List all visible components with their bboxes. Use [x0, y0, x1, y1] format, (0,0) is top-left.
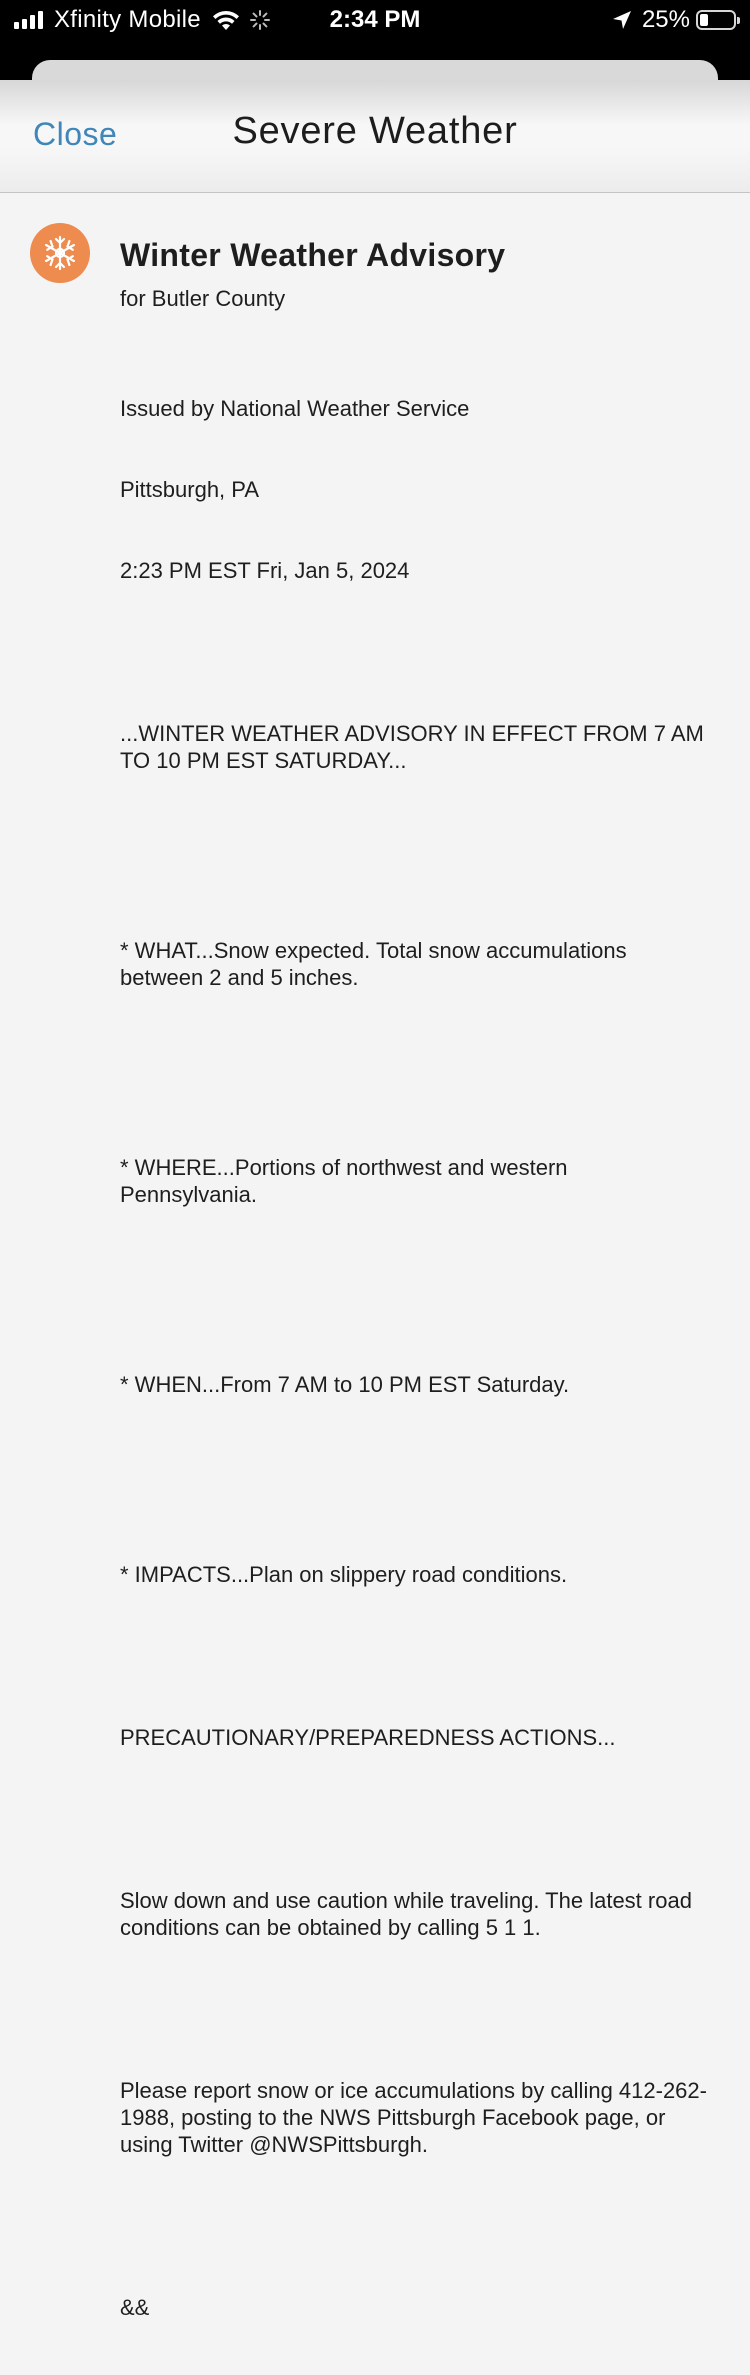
- action-caution: Slow down and use caution while traveling. The latest road conditions can be obtained by calling 5 1 1.: [120, 1888, 699, 1940]
- alert-icon-badge: [30, 223, 90, 283]
- location-arrow-icon: [612, 10, 632, 30]
- snowflake-icon: [40, 233, 80, 273]
- alert-body: [120, 341, 710, 2375]
- alert-impacts: * IMPACTS...Plan on slippery road conditions.: [120, 1562, 568, 1587]
- modal-sheet: [0, 80, 750, 2375]
- alert-content: [120, 233, 710, 2375]
- battery-icon: [696, 10, 736, 30]
- status-time: 2:34 PM: [329, 6, 421, 33]
- issued-by: Issued by National Weather Service: [120, 396, 470, 421]
- navigation-bar: [0, 80, 750, 193]
- close-button[interactable]: Close: [33, 116, 118, 152]
- carrier-name: Xfinity Mobile: [54, 6, 201, 33]
- issued-time: 2:23 PM EST Fri, Jan 5, 2024: [120, 558, 410, 583]
- alert-title: Winter Weather Advisory: [120, 237, 506, 273]
- status-right: [612, 4, 736, 36]
- alert-what: * WHAT...Snow expected. Total snow accumulations between 2 and 5 inches.: [120, 938, 633, 990]
- actions-header: PRECAUTIONARY/PREPAREDNESS ACTIONS...: [120, 1725, 616, 1750]
- page-title: Severe Weather: [232, 110, 518, 152]
- alert-where: * WHERE...Portions of northwest and western Pennsylvania.: [120, 1155, 574, 1207]
- end-marker: &&: [120, 2295, 150, 2320]
- battery-level-fill: [700, 14, 708, 26]
- alert-headline: ...WINTER WEATHER ADVISORY IN EFFECT FROM 7 AM TO 10 PM EST SATURDAY...: [120, 721, 710, 773]
- battery-percent: 25%: [641, 6, 690, 33]
- action-report: Please report snow or ice accumulations by calling 412-262-1988, posting to the NWS Pittsburgh Facebook page, or using Twitter @NWSPittsburgh.: [120, 2078, 707, 2157]
- issuing-office: Pittsburgh, PA: [120, 477, 259, 502]
- status-bar: [0, 0, 750, 40]
- alert-when: * WHEN...From 7 AM to 10 PM EST Saturday.: [120, 1372, 570, 1397]
- alert-area: for Butler County: [120, 286, 286, 311]
